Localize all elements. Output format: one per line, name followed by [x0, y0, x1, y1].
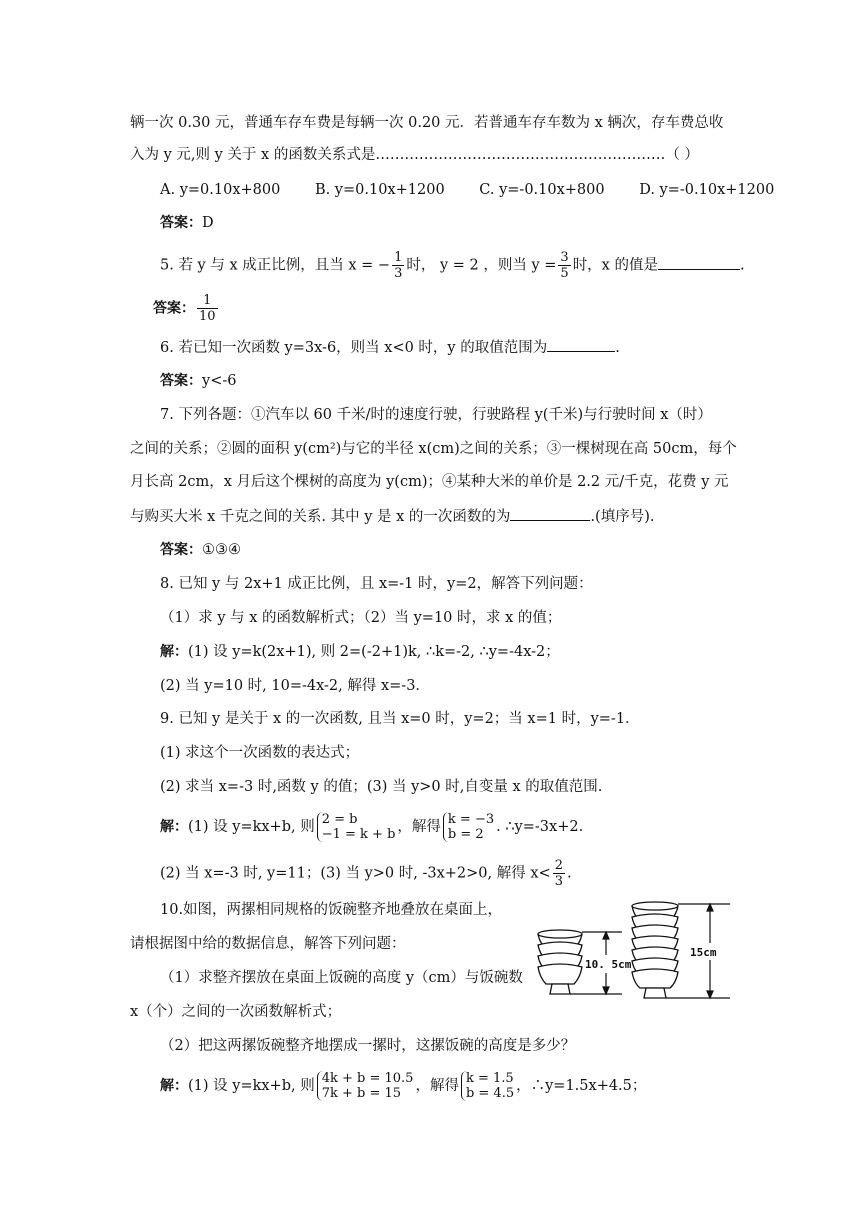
q7-line4-text: 与购买大米 x 千克之间的关系. 其中 y 是 x 的一次函数的为	[130, 509, 511, 525]
q6-question	[160, 337, 620, 358]
q10-line5: （2）把这两摞饭碗整齐地摆成一摞时，这摞饭碗的高度是多少？	[160, 1038, 576, 1054]
q10-sys2-eq1: k = 1.5	[465, 1071, 514, 1086]
q9-sys2-eq1: k = −3	[447, 812, 495, 827]
choice-b: B. y=0.10x+1200	[314, 182, 445, 198]
q6-text: 6. 若已知一次函数 y=3x-6，则当 x<0 时，y 的取值范围为	[160, 340, 548, 356]
q7-line1: 7. 下列各题：①汽车以 60 千米/时的速度行驶，行驶路程 y(千米)与行驶时间 x（时）	[160, 407, 712, 423]
q9-system2	[443, 812, 494, 842]
q9-line2: (1) 求这个一次函数的表达式；	[160, 745, 360, 761]
q9-sol1c: . ∴y=-3x+2.	[496, 819, 584, 835]
answer-label: 答案：	[160, 215, 202, 231]
q9-line1: 9. 已知 y 是关于 x 的一次函数, 且当 x=0 时，y=2；当 x=1 时，y=-1．	[160, 711, 640, 727]
q9-sys1-eq2: −1 = k + b	[321, 827, 396, 842]
solution-label: 解：	[160, 1078, 188, 1094]
answer-value: ①③④	[202, 542, 241, 558]
left-bowl-stack	[538, 930, 582, 994]
q9-sol2a: (2) 当 x=-3 时, y=11；(3) 当 y>0 时, -3x+2>0, 解得 x<	[160, 865, 551, 882]
right-height-label: 15cm	[690, 946, 717, 959]
q10-line3: （1）求整齐摆放在桌面上饭碗的高度 y（cm）与饭碗数	[160, 970, 523, 986]
bowl-stacks-figure	[530, 898, 740, 1006]
q7-line4	[130, 506, 654, 527]
q5-frac2-num: 3	[560, 250, 569, 265]
right-bowl-stack	[632, 902, 678, 998]
answer-label: 答案：	[160, 373, 202, 389]
choice-c: C. y=-0.10x+800	[479, 182, 605, 198]
q5-question	[160, 250, 745, 281]
q5-answer-frac	[197, 293, 218, 324]
q5-end: .	[739, 257, 745, 274]
q4-choices	[160, 180, 804, 200]
q10-sys1-eq2: 7k + b = 15	[321, 1086, 402, 1101]
q9-sol2b: .	[566, 865, 572, 882]
q10-line2: 请根据图中给的数据信息，解答下列问题：	[130, 936, 406, 952]
q6-answer	[160, 371, 236, 391]
q9-sys1-eq1: 2 = b	[321, 812, 358, 827]
q5-frac1	[392, 250, 404, 281]
q9-sol2-den: 3	[554, 874, 563, 889]
solution-label: 解：	[160, 819, 188, 835]
q10-sol1a: (1) 设 y=kx+b, 则	[188, 1078, 315, 1094]
q7-line4-end: .(填序号).	[590, 509, 655, 525]
q9-system1	[317, 812, 396, 842]
q7-blank	[510, 506, 590, 521]
q7-line2: 之间的关系；②圆的面积 y(cm²)与它的半径 x(cm)之间的关系；③一棵树现在高 50cm，每个	[130, 441, 737, 457]
q10-line4: x（个）之间的一次函数解析式；	[130, 1004, 342, 1020]
q9-solution1	[160, 812, 583, 842]
q5-prefix: 5. 若 y 与 x 成正比例，且当 x = −	[160, 257, 391, 274]
q5-frac1-num: 1	[394, 250, 403, 265]
q5-frac2	[558, 250, 570, 281]
q10-sol1b: ，解得	[415, 1078, 459, 1094]
q4-answer	[160, 213, 214, 233]
q6-blank	[547, 337, 615, 352]
q9-solution2	[160, 858, 572, 889]
q8-solution1	[160, 642, 560, 662]
q10-system1	[317, 1071, 414, 1101]
q8-sol1: (1) 设 y=k(2x+1), 则 2=(-2+1)k, ∴k=-2, ∴y=-4x-2；	[188, 644, 560, 660]
q5-answer	[153, 293, 220, 324]
q5-answer-den: 10	[199, 309, 216, 324]
solution-label: 解：	[160, 644, 188, 660]
q10-system2	[461, 1071, 514, 1101]
answer-value: D	[202, 215, 214, 231]
answer-value: y<-6	[202, 373, 237, 389]
q10-sol1c: ，∴y=1.5x+4.5；	[516, 1078, 647, 1094]
q10-sys2-eq2: b = 4.5	[465, 1086, 515, 1101]
q5-mid: 时， y = 2 ，则当 y =	[406, 257, 557, 274]
q5-frac1-den: 3	[394, 266, 403, 281]
q10-sys1-eq1: 4k + b = 10.5	[321, 1071, 414, 1086]
q5-answer-num: 1	[197, 293, 218, 309]
q6-end: .	[615, 340, 620, 356]
q8-solution2: (2) 当 y=10 时, 10=-4x-2, 解得 x=-3．	[160, 678, 430, 694]
choice-d: D. y=-0.10x+1200	[639, 182, 775, 198]
q8-line1: 8. 已知 y 与 2x+1 成正比例，且 x=-1 时，y=2，解答下列问题：	[160, 576, 593, 592]
q9-sol2-frac	[553, 858, 565, 889]
q9-sol1a: (1) 设 y=kx+b, 则	[188, 819, 315, 835]
q5-frac2-den: 5	[560, 266, 569, 281]
q4-line2: 入为 y 元,则 y 关于 x 的函数关系式是……………………………………………………（ ）	[130, 147, 699, 163]
q10-solution1	[160, 1071, 646, 1101]
q7-line3: 月长高 2cm，x 月后这个棵树的高度为 y(cm)；④某种大米的单价是 2.2 元/千克，花费 y 元	[130, 474, 729, 490]
answer-label: 答案：	[160, 542, 202, 558]
q7-answer	[160, 540, 241, 560]
answer-label: 答案：	[153, 300, 195, 317]
q5-suffix: 时，x 的值是	[572, 257, 658, 274]
q9-sol2-num: 2	[554, 858, 563, 873]
q9-sol1b: ，解得	[397, 819, 441, 835]
q4-line1: 辆一次 0.30 元，普通车存车费是每辆一次 0.20 元．若普通车存车数为 x 辆次，存车费总收	[130, 115, 724, 131]
q10-line1: 10.如图，两摞相同规格的饭碗整齐地叠放在桌面上，	[160, 902, 503, 918]
choice-a: A. y=0.10x+800	[160, 182, 281, 198]
q9-sys2-eq2: b = 2	[447, 827, 484, 842]
q9-line3: (2) 求当 x=-3 时,函数 y 的值；(3) 当 y>0 时,自变量 x 的取值范围.	[160, 779, 603, 795]
q5-blank	[658, 255, 740, 270]
q8-line2: （1）求 y 与 x 的函数解析式；（2）当 y=10 时，求 x 的值；	[160, 610, 562, 626]
left-height-label: 10. 5cm	[585, 958, 632, 971]
